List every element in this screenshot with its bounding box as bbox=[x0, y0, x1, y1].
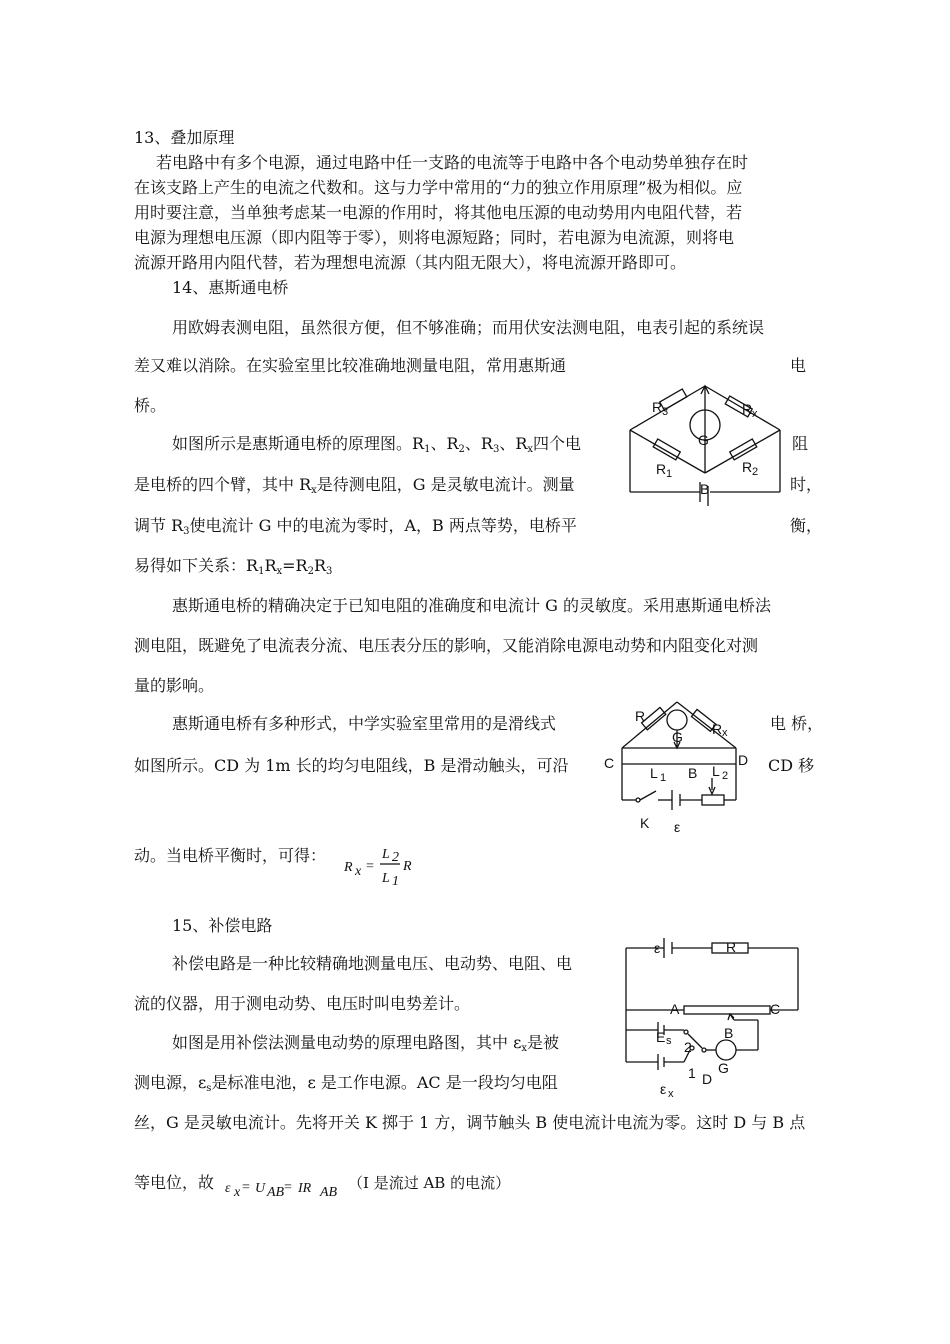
formula-lhs: R bbox=[344, 860, 353, 875]
sec14-p4-line-3: 动。当电桥平衡时，可得： bbox=[134, 846, 327, 865]
galvanometer bbox=[667, 710, 687, 730]
formula-eq: = bbox=[366, 859, 374, 874]
sec13-line-3: 用时要注意，当单独考虑某一电源的作用时，将其他电压源的电动势用内电阻代替，若 bbox=[134, 203, 743, 222]
slide-resistor bbox=[702, 795, 724, 805]
formula-c: IR bbox=[298, 1181, 312, 1196]
formula-num-sub: 2 bbox=[392, 850, 399, 865]
sec14-p2-line-3: 调节 $R_3$使电流计 G 中的电流为零时，A，B 两点等势，电桥平 bbox=[134, 516, 577, 537]
svg-text:B: B bbox=[700, 481, 710, 497]
sec14-p3-line-1: 惠斯通电桥的精确决定于已知电阻的准确度和电流计 G 的灵敏度。采用惠斯通电桥法 bbox=[172, 596, 771, 615]
svg-text:L: L bbox=[650, 765, 658, 781]
sec14-title: 14、惠斯通电桥 bbox=[172, 278, 289, 297]
sec14-p2-tail-1: 阻 bbox=[792, 434, 809, 453]
formula-den-sub: 1 bbox=[392, 874, 399, 889]
sec15-title: 15、补偿电路 bbox=[172, 916, 273, 935]
svg-text:2: 2 bbox=[752, 466, 759, 478]
sec13-line-5: 流源开路用内阻代替，若为理想电流源（其内阻无限大），将电流源开路即可。 bbox=[134, 253, 687, 272]
svg-text:R: R bbox=[712, 721, 723, 737]
svg-text:R: R bbox=[742, 401, 753, 417]
svg-text:R: R bbox=[726, 939, 737, 955]
svg-text:L: L bbox=[712, 763, 720, 779]
svg-text:R: R bbox=[742, 459, 753, 475]
sec13-title: 13、叠加原理 bbox=[134, 128, 235, 147]
svg-text:B: B bbox=[724, 1025, 734, 1041]
resistance-wire-ac bbox=[684, 1006, 770, 1014]
sec14-p2-line-4: 易得如下关系：$R_1R_x=R_2R_3$ bbox=[134, 556, 333, 577]
svg-text:1: 1 bbox=[688, 1065, 696, 1081]
svg-text:R: R bbox=[656, 461, 667, 477]
formula-a-sub: x bbox=[234, 1185, 241, 1200]
formula-eq-2: = bbox=[284, 1180, 292, 1195]
formula-rhs: R bbox=[403, 859, 412, 874]
svg-text:2: 2 bbox=[722, 770, 729, 782]
svg-text:D: D bbox=[738, 752, 749, 768]
svg-text:1: 1 bbox=[660, 772, 667, 784]
sec15-line-6: 等电位，故 bbox=[134, 1173, 215, 1192]
wheatstone-bridge-figure bbox=[620, 378, 795, 528]
sec14-p1-line-2: 差又难以消除。在实验室里比较准确地测量电阻，常用惠斯通 bbox=[134, 356, 567, 375]
svg-text:x: x bbox=[668, 1088, 674, 1098]
svg-text:E: E bbox=[656, 1029, 666, 1045]
sec14-p1-tail: 电 bbox=[790, 356, 807, 375]
svg-text:ε: ε bbox=[660, 1081, 667, 1097]
svg-text:A: A bbox=[670, 1001, 680, 1017]
svg-text:C: C bbox=[604, 755, 615, 771]
formula-rx bbox=[340, 840, 424, 890]
svg-text:ε: ε bbox=[674, 819, 681, 835]
sec14-p2-tail-2: 时， bbox=[790, 475, 823, 494]
sec14-p2-tail-3: 衡， bbox=[790, 516, 823, 535]
svg-text:D: D bbox=[702, 1071, 713, 1087]
formula-num: L bbox=[382, 847, 390, 862]
svg-text:3: 3 bbox=[662, 406, 669, 418]
sec15-line-4: 测电源，$\varepsilon_s$是标准电池，ε 是工作电源。AC 是一段均匀电阻 bbox=[134, 1073, 558, 1094]
sec14-p2-line-2: 是电桥的四个臂，其中 $R_x$是待测电阻，G 是灵敏电流计。测量 bbox=[134, 475, 575, 496]
sec15-line-3: 如图是用补偿法测量电动势的原理电路图，其中 $\varepsilon_x$是被 bbox=[172, 1033, 560, 1054]
sec13-line-4: 电源为理想电压源（即内阻等于零），则将电源短路；同时，若电源为电流源，则将电 bbox=[134, 228, 735, 247]
formula-lhs-sub: x bbox=[355, 864, 362, 879]
sec13-line-2: 在该支路上产生的电流之代数和。这与力学中常用的“力的独立作用原理”极为相似。应 bbox=[134, 178, 743, 197]
switch-k bbox=[636, 798, 640, 802]
svg-text:R: R bbox=[635, 708, 646, 724]
formula-b-sub: AB bbox=[267, 1185, 285, 1200]
sec14-p4-line-2: 如图所示。CD 为 1m 长的均匀电阻线，B 是滑动触头，可沿 bbox=[134, 756, 569, 775]
svg-text:s: s bbox=[666, 1035, 672, 1047]
svg-text:1: 1 bbox=[666, 468, 673, 480]
svg-text:G: G bbox=[698, 432, 709, 448]
svg-text:x: x bbox=[722, 727, 728, 739]
sec14-p4-tail-1: 电 桥， bbox=[770, 714, 824, 733]
svg-text:x: x bbox=[752, 408, 758, 420]
formula-c-sub: AB bbox=[320, 1185, 338, 1200]
svg-text:K: K bbox=[640, 815, 650, 831]
svg-text:2: 2 bbox=[684, 1039, 692, 1055]
formula-den: L bbox=[382, 871, 390, 886]
svg-text:G: G bbox=[718, 1060, 729, 1076]
sec14-p4-tail-2: CD 移 bbox=[768, 756, 815, 775]
sec13-line-1: 若电路中有多个电源，通过电路中任一支路的电流等于电路中各个电动势单独存在时 bbox=[156, 153, 749, 172]
sec15-line-6-tail: （I 是流过 AB 的电流） bbox=[348, 1174, 511, 1192]
svg-text:C: C bbox=[770, 1001, 781, 1017]
sec15-line-5: 丝，G 是灵敏电流计。先将开关 K 掷于 1 方，调节触头 B 使电流计电流为零。这时 D 与 B 点 bbox=[134, 1113, 806, 1132]
formula-b: U bbox=[255, 1181, 266, 1196]
sec14-p3-line-3: 量的影响。 bbox=[134, 676, 215, 695]
sec15-line-1: 补偿电路是一种比较精确地测量电压、电动势、电阻、电 bbox=[172, 954, 573, 973]
svg-text:G: G bbox=[672, 729, 683, 745]
svg-text:ε: ε bbox=[654, 940, 661, 956]
svg-text:R: R bbox=[652, 399, 663, 415]
resistor-r bbox=[642, 707, 666, 729]
sec14-p4-line-1: 惠斯通电桥有多种形式，中学实验室里常用的是滑线式 bbox=[172, 714, 557, 733]
sec14-p1-line-1: 用欧姆表测电阻，虽然很方便，但不够准确；而用伏安法测电阻，电表引起的系统误 bbox=[172, 318, 765, 337]
slide-wire-bridge-figure bbox=[598, 694, 768, 844]
galvanometer bbox=[716, 1040, 736, 1060]
compensation-circuit-figure bbox=[618, 934, 808, 1098]
sec14-p3-line-2: 测电阻，既避免了电流表分流、电压表分压的影响，又能消除电源电动势和内阻变化对测 bbox=[134, 636, 759, 655]
formula-eq-1: = bbox=[242, 1180, 250, 1195]
sec14-p2-line-1: 如图所示是惠斯通电桥的原理图。$R_1$、$R_2$、$R_3$、$R_x$四个电 bbox=[172, 434, 582, 455]
sec14-p1-line-3: 桥。 bbox=[134, 396, 167, 415]
formula-emf bbox=[222, 1168, 346, 1204]
sec15-line-2: 流的仪器，用于测电动势、电压时叫电势差计。 bbox=[134, 994, 471, 1013]
formula-a: ε bbox=[225, 1181, 231, 1196]
svg-text:B: B bbox=[688, 765, 698, 781]
